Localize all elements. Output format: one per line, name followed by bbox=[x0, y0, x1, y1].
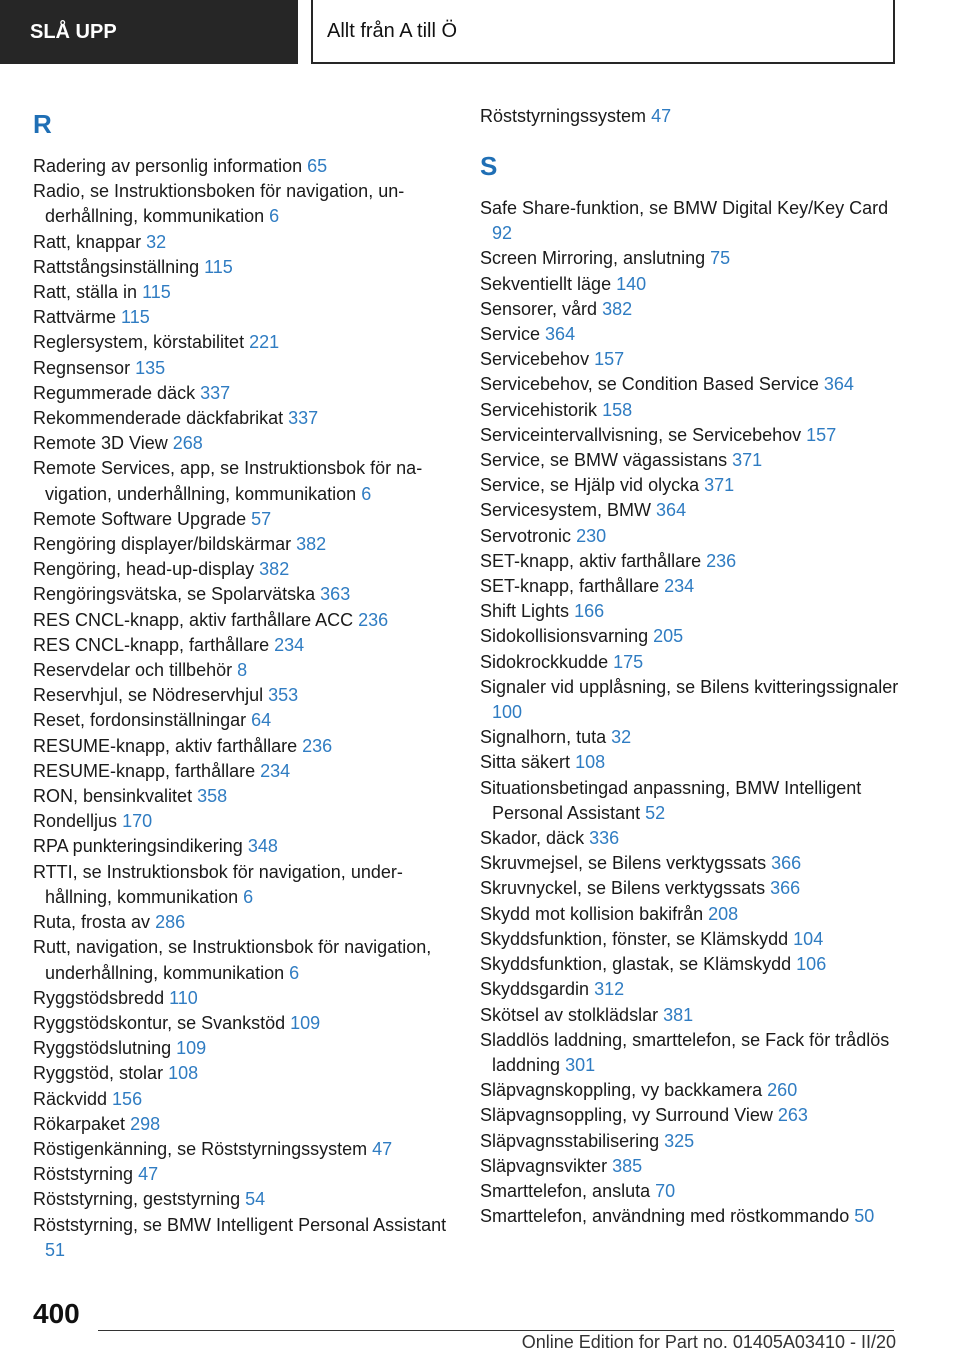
index-entry bbox=[33, 708, 463, 733]
index-page-link[interactable]: 6 bbox=[243, 886, 254, 907]
index-entry-text: Sitta säkert bbox=[480, 752, 571, 773]
index-entry bbox=[33, 330, 463, 355]
index-entry-text: Servicehistorik bbox=[480, 399, 598, 420]
section-title-box bbox=[311, 0, 895, 64]
index-page-link[interactable]: 57 bbox=[251, 508, 272, 529]
index-page-link[interactable]: 108 bbox=[575, 752, 606, 773]
index-page-link[interactable]: 50 bbox=[854, 1206, 875, 1227]
index-page-link[interactable]: 100 bbox=[492, 702, 523, 723]
index-entry-text: Rattstångsinställning bbox=[33, 256, 200, 277]
index-entry-text: Service, se BMW vägassistans bbox=[480, 450, 728, 471]
index-entry-text: Sensorer, vård bbox=[480, 298, 598, 319]
index-entry-text: Ratt, knappar bbox=[33, 231, 142, 252]
index-entry bbox=[33, 935, 463, 985]
index-page-link[interactable]: 158 bbox=[602, 399, 633, 420]
index-entry-text: Rondelljus bbox=[33, 811, 118, 832]
index-entry bbox=[33, 986, 463, 1011]
index-entry bbox=[480, 902, 910, 927]
index-entry-list-continued bbox=[480, 104, 910, 146]
index-page-link[interactable]: 363 bbox=[320, 584, 351, 605]
index-page-link[interactable]: 325 bbox=[664, 1130, 695, 1151]
index-page-link[interactable]: 234 bbox=[274, 634, 305, 655]
index-entry bbox=[33, 1011, 463, 1036]
index-entry bbox=[33, 557, 463, 582]
index-page-link[interactable]: 381 bbox=[663, 1004, 694, 1025]
index-entry-text: Skador, däck bbox=[480, 828, 585, 849]
index-entry bbox=[33, 784, 463, 809]
index-letter-heading: S bbox=[480, 151, 498, 181]
index-entry bbox=[480, 650, 910, 675]
index-entry bbox=[480, 524, 910, 549]
index-page-link[interactable]: 234 bbox=[664, 576, 695, 597]
index-page-link[interactable]: 366 bbox=[770, 878, 801, 899]
index-entry-text: Räckvidd bbox=[33, 1088, 108, 1109]
index-page-link[interactable]: 109 bbox=[290, 1012, 321, 1033]
index-entry-text: Remote 3D View bbox=[33, 433, 168, 454]
index-entry bbox=[480, 322, 910, 347]
index-page-link[interactable]: 6 bbox=[269, 206, 280, 227]
index-entry bbox=[480, 1154, 910, 1179]
index-entry bbox=[480, 952, 910, 977]
index-entry bbox=[33, 633, 463, 658]
footer-divider bbox=[98, 1330, 894, 1331]
index-entry-text: Röststyrningssystem bbox=[480, 106, 647, 126]
index-entry-text: Släpvagnsoppling, vy Surround View bbox=[480, 1105, 773, 1126]
index-entry-text: Situationsbetingad anpassning, BMW Intelligent Personal Assistant bbox=[480, 777, 862, 823]
index-page-link[interactable]: 348 bbox=[247, 836, 278, 857]
index-page-link[interactable]: 75 bbox=[710, 248, 731, 269]
index-page-link[interactable]: 337 bbox=[200, 382, 231, 403]
index-entry-text: Radio, se Instruktionsboken för navigation, underhållning, kommunikation bbox=[33, 181, 405, 227]
index-entry bbox=[480, 1179, 910, 1204]
index-page-link[interactable]: 106 bbox=[796, 954, 827, 975]
index-page-link[interactable]: 230 bbox=[576, 525, 607, 546]
index-page-link[interactable]: 47 bbox=[651, 106, 672, 126]
index-entry-text: SET-knapp, farthållare bbox=[480, 576, 660, 597]
index-entry bbox=[480, 104, 910, 129]
index-page-link[interactable]: 353 bbox=[268, 685, 299, 706]
index-page-link[interactable]: 236 bbox=[706, 550, 737, 571]
index-entry bbox=[33, 860, 463, 910]
index-entry-text: Service, se Hjälp vid olycka bbox=[480, 475, 700, 496]
index-page-link[interactable]: 65 bbox=[307, 156, 328, 176]
index-entry bbox=[33, 582, 463, 607]
index-entry-text: Shift Lights bbox=[480, 601, 570, 622]
index-entry bbox=[33, 431, 463, 456]
index-entry-text: Röststyrning, se BMW Intelligent Personal Assistant bbox=[33, 1214, 447, 1235]
index-page-link[interactable]: 157 bbox=[806, 424, 837, 445]
index-entry bbox=[33, 608, 463, 633]
index-page-link[interactable]: 32 bbox=[146, 231, 167, 252]
index-entry bbox=[33, 1187, 463, 1212]
index-entry bbox=[33, 910, 463, 935]
index-entry bbox=[480, 272, 910, 297]
index-page-link[interactable]: 115 bbox=[204, 256, 233, 277]
index-entry bbox=[33, 1036, 463, 1061]
index-entry bbox=[480, 750, 910, 775]
index-entry bbox=[480, 977, 910, 1002]
index-page-link[interactable]: 364 bbox=[545, 324, 576, 345]
index-page-link[interactable]: 104 bbox=[793, 928, 824, 949]
index-entry bbox=[33, 1087, 463, 1112]
index-entry-text: Sidokollisionsvarning bbox=[480, 626, 649, 647]
index-entry bbox=[480, 549, 910, 574]
index-entry-text: Service bbox=[480, 324, 541, 345]
section-tab-label: SLÅ UPP bbox=[30, 20, 117, 43]
index-entry bbox=[480, 624, 910, 649]
index-entry bbox=[480, 1204, 910, 1229]
index-entry-text: RPA punkteringsindikering bbox=[33, 836, 243, 857]
index-entry bbox=[480, 1129, 910, 1154]
index-entry bbox=[33, 280, 463, 305]
index-letter-heading: R bbox=[33, 109, 52, 139]
index-entry-text: Rattvärme bbox=[33, 307, 117, 328]
index-page-link[interactable]: 115 bbox=[142, 282, 171, 303]
index-entry-text: Serviceintervallvisning, se Servicebehov bbox=[480, 424, 802, 445]
index-entry bbox=[33, 179, 463, 229]
index-page-link[interactable]: 364 bbox=[823, 374, 854, 395]
index-entry-text: Släpvagnsstabilisering bbox=[480, 1130, 660, 1151]
index-entry-text: RON, bensinkvalitet bbox=[33, 786, 193, 807]
index-entry-text: Ratt, ställa in bbox=[33, 282, 138, 303]
edition-note: Online Edition for Part no. 01405A03410 - II/20 bbox=[521, 1332, 896, 1352]
index-entry bbox=[480, 1028, 910, 1078]
index-entry-text: Reset, fordonsinställningar bbox=[33, 710, 247, 731]
index-page-link[interactable]: 371 bbox=[732, 450, 763, 471]
index-page-link[interactable]: 364 bbox=[656, 500, 687, 521]
index-entry bbox=[480, 448, 910, 473]
index-entry bbox=[480, 423, 910, 448]
index-entry bbox=[480, 725, 910, 750]
index-page-link[interactable]: 385 bbox=[612, 1155, 643, 1176]
index-page-link[interactable]: 298 bbox=[130, 1113, 161, 1134]
index-page-link[interactable]: 263 bbox=[777, 1105, 808, 1126]
index-entry bbox=[480, 372, 910, 397]
index-page-link[interactable]: 236 bbox=[302, 735, 333, 756]
index-entry-text: Röststyrning bbox=[33, 1164, 134, 1185]
index-entry-text: Rökarpaket bbox=[33, 1113, 126, 1134]
index-page-link[interactable]: 109 bbox=[176, 1038, 207, 1059]
index-page-link[interactable]: 236 bbox=[358, 609, 389, 630]
index-page-link[interactable]: 6 bbox=[289, 962, 300, 983]
index-entry bbox=[480, 1003, 910, 1028]
index-entry-text: Rengöringsvätska, se Spolarvätska bbox=[33, 584, 316, 605]
index-entry bbox=[33, 834, 463, 859]
index-page-link[interactable]: 358 bbox=[197, 786, 228, 807]
index-page-link[interactable]: 286 bbox=[155, 912, 186, 933]
index-entry-text: Regummerade däck bbox=[33, 382, 196, 403]
index-entry-text: RESUME-knapp, aktiv farthållare bbox=[33, 735, 298, 756]
index-entry-text: Servicesystem, BMW bbox=[480, 500, 652, 521]
index-entry bbox=[480, 473, 910, 498]
index-entry-text: Släpvagnsvikter bbox=[480, 1155, 608, 1176]
index-page-link[interactable]: 6 bbox=[361, 483, 372, 504]
index-entry bbox=[33, 356, 463, 381]
index-entry-text: Ryggstödslutning bbox=[33, 1038, 172, 1059]
index-entry-text: Servicebehov, se Condition Based Service bbox=[480, 374, 819, 395]
index-entry-text: Reservdelar och tillbehör bbox=[33, 660, 233, 681]
index-page-link[interactable]: 8 bbox=[237, 660, 248, 681]
index-entry bbox=[480, 574, 910, 599]
index-page-link[interactable]: 52 bbox=[645, 802, 666, 823]
index-entry-text: Regnsensor bbox=[33, 357, 131, 378]
index-entry-text: Släpvagnskoppling, vy backkamera bbox=[480, 1080, 763, 1101]
index-entry bbox=[480, 297, 910, 322]
index-entry bbox=[480, 196, 910, 246]
index-entry-text: Rengöring, head-up-display bbox=[33, 559, 255, 580]
index-entry-text: Rekommenderade däckfabrikat bbox=[33, 408, 284, 429]
index-entry bbox=[33, 658, 463, 683]
index-entry-text: Skyddsfunktion, glastak, se Klämskydd bbox=[480, 954, 792, 975]
index-page-link[interactable]: 234 bbox=[260, 760, 291, 781]
index-entry bbox=[33, 1112, 463, 1137]
index-entry-text: Safe Share-funktion, se BMW Digital Key/Key Card bbox=[480, 198, 889, 218]
index-page-link[interactable]: 221 bbox=[249, 332, 280, 353]
index-entry-text: Rutt, navigation, se Instruktionsbok för navigation, underhållning, kommunikation bbox=[33, 937, 432, 983]
index-entry-text: Sladdlös laddning, smarttelefon, se Fack för trådlös laddning bbox=[480, 1029, 890, 1075]
index-page-link[interactable]: 268 bbox=[172, 433, 203, 454]
index-entry-text: Screen Mirroring, anslutning bbox=[480, 248, 706, 269]
index-page-link[interactable]: 312 bbox=[594, 979, 625, 1000]
index-entry-text: Sidokrockkudde bbox=[480, 651, 609, 672]
index-entry bbox=[480, 1078, 910, 1103]
index-entry-text: Ryggstödsbredd bbox=[33, 987, 165, 1008]
index-entry bbox=[480, 927, 910, 952]
index-column-left bbox=[33, 104, 463, 1263]
index-entry-text: RESUME-knapp, farthållare bbox=[33, 760, 256, 781]
index-page-link[interactable]: 366 bbox=[771, 853, 802, 874]
index-entry-text: Skruvnyckel, se Bilens verktygssats bbox=[480, 878, 766, 899]
index-page-link[interactable]: 64 bbox=[251, 710, 272, 731]
index-page-link[interactable]: 135 bbox=[135, 357, 166, 378]
index-page-link[interactable]: 54 bbox=[245, 1189, 266, 1210]
index-entry-list bbox=[480, 196, 910, 1229]
index-entry-text: Skruvmejsel, se Bilens verktygssats bbox=[480, 853, 767, 874]
index-entry bbox=[33, 456, 463, 506]
index-page-link[interactable]: 208 bbox=[708, 903, 739, 924]
index-entry-text: Signalhorn, tuta bbox=[480, 727, 607, 748]
index-entry bbox=[480, 1103, 910, 1128]
index-page-link[interactable]: 336 bbox=[589, 828, 620, 849]
index-entry-text: Skyddsfunktion, fönster, se Klämskydd bbox=[480, 928, 789, 949]
index-page-link[interactable]: 170 bbox=[122, 811, 153, 832]
index-entry-text: Röstigenkänning, se Röststyrningssystem bbox=[33, 1138, 368, 1159]
index-page-link[interactable]: 382 bbox=[259, 559, 290, 580]
index-page-link[interactable]: 115 bbox=[121, 307, 150, 328]
index-entry-text: Remote Services, app, se Instruktionsbok för navigation, underhållning, kommunikation bbox=[33, 458, 423, 504]
index-entry-text: Signaler vid upplåsning, se Bilens kvitteringssignaler bbox=[480, 676, 899, 697]
index-entry-text: Ryggstöd, stolar bbox=[33, 1063, 164, 1084]
index-entry bbox=[480, 876, 910, 901]
index-entry-text: Röststyrning, geststyrning bbox=[33, 1189, 241, 1210]
index-page-link[interactable]: 301 bbox=[565, 1054, 596, 1075]
index-entry-text: Sekventiellt läge bbox=[480, 273, 612, 294]
index-entry-text: Radering av personlig information bbox=[33, 156, 303, 176]
index-page-link[interactable]: 32 bbox=[611, 727, 632, 748]
index-entry bbox=[480, 851, 910, 876]
page-number: 400 bbox=[33, 1298, 80, 1329]
index-entry-text: Smarttelefon, ansluta bbox=[480, 1180, 651, 1201]
index-entry-text: RTTI, se Instruktionsbok för navigation, underhållning, kommunikation bbox=[33, 861, 403, 907]
index-entry bbox=[33, 507, 463, 532]
index-entry-text: Reglersystem, körstabilitet bbox=[33, 332, 245, 353]
index-page-link[interactable]: 260 bbox=[767, 1080, 798, 1101]
index-entry bbox=[480, 498, 910, 523]
index-entry-text: Skydd mot kollision bakifrån bbox=[480, 903, 704, 924]
index-page-link[interactable]: 157 bbox=[594, 349, 625, 370]
index-entry-text: Ruta, frosta av bbox=[33, 912, 151, 933]
index-entry-text: Servicebehov bbox=[480, 349, 590, 370]
index-entry bbox=[33, 1162, 463, 1187]
index-entry bbox=[33, 809, 463, 834]
index-entry-text: Rengöring displayer/bildskärmar bbox=[33, 534, 292, 555]
index-entry bbox=[480, 826, 910, 851]
index-page-link[interactable]: 70 bbox=[655, 1180, 676, 1201]
index-entry bbox=[33, 255, 463, 280]
index-page-link[interactable]: 47 bbox=[138, 1164, 159, 1185]
index-entry-text: Skötsel av stolklädslar bbox=[480, 1004, 659, 1025]
index-entry-text: Remote Software Upgrade bbox=[33, 508, 247, 529]
index-page-link[interactable]: 110 bbox=[169, 987, 198, 1008]
index-entry bbox=[480, 675, 910, 725]
index-entry bbox=[33, 406, 463, 431]
index-entry bbox=[480, 246, 910, 271]
index-page-link[interactable]: 371 bbox=[704, 475, 735, 496]
index-page-link[interactable]: 92 bbox=[492, 223, 513, 244]
section-tab[interactable] bbox=[0, 0, 298, 64]
index-page-link[interactable]: 166 bbox=[574, 601, 605, 622]
index-page-link[interactable]: 382 bbox=[296, 534, 327, 555]
index-page-link[interactable]: 140 bbox=[616, 273, 647, 294]
index-entry bbox=[33, 734, 463, 759]
index-entry bbox=[33, 532, 463, 557]
index-page-link[interactable]: 175 bbox=[613, 651, 644, 672]
index-page-link[interactable]: 47 bbox=[372, 1138, 393, 1159]
index-entry bbox=[33, 381, 463, 406]
index-entry bbox=[33, 759, 463, 784]
page-header bbox=[0, 0, 960, 66]
index-entry bbox=[33, 683, 463, 708]
index-entry bbox=[480, 776, 910, 826]
index-page-link[interactable]: 108 bbox=[168, 1063, 199, 1084]
index-entry bbox=[33, 154, 463, 179]
index-entry-text: RES CNCL-knapp, farthållare bbox=[33, 634, 270, 655]
index-page-link[interactable]: 156 bbox=[112, 1088, 143, 1109]
index-page-link[interactable]: 205 bbox=[653, 626, 684, 647]
index-entry bbox=[480, 599, 910, 624]
index-entry-text: Skyddsgardin bbox=[480, 979, 590, 1000]
index-entry-text: Servotronic bbox=[480, 525, 572, 546]
index-entry bbox=[480, 347, 910, 372]
index-entry bbox=[33, 1137, 463, 1162]
index-entry bbox=[480, 398, 910, 423]
index-page-link[interactable]: 51 bbox=[45, 1239, 66, 1260]
index-entry bbox=[33, 305, 463, 330]
section-title: Allt från A till Ö bbox=[327, 19, 458, 42]
index-entry-text: SET-knapp, aktiv farthållare bbox=[480, 550, 702, 571]
index-page-link[interactable]: 382 bbox=[602, 298, 633, 319]
index-entry bbox=[33, 1213, 463, 1263]
index-entry bbox=[33, 230, 463, 255]
index-entry-text: Smarttelefon, användning med röstkommando bbox=[480, 1206, 850, 1227]
index-entry bbox=[33, 1061, 463, 1086]
index-entry-text: RES CNCL-knapp, aktiv farthållare ACC bbox=[33, 609, 354, 630]
index-entry-text: Ryggstödskontur, se Svankstöd bbox=[33, 1012, 286, 1033]
index-entry-list bbox=[33, 154, 463, 1263]
index-page-link[interactable]: 337 bbox=[288, 408, 319, 429]
index-entry-text: Reservhjul, se Nödreservhjul bbox=[33, 685, 264, 706]
index-column-right bbox=[480, 104, 910, 1229]
